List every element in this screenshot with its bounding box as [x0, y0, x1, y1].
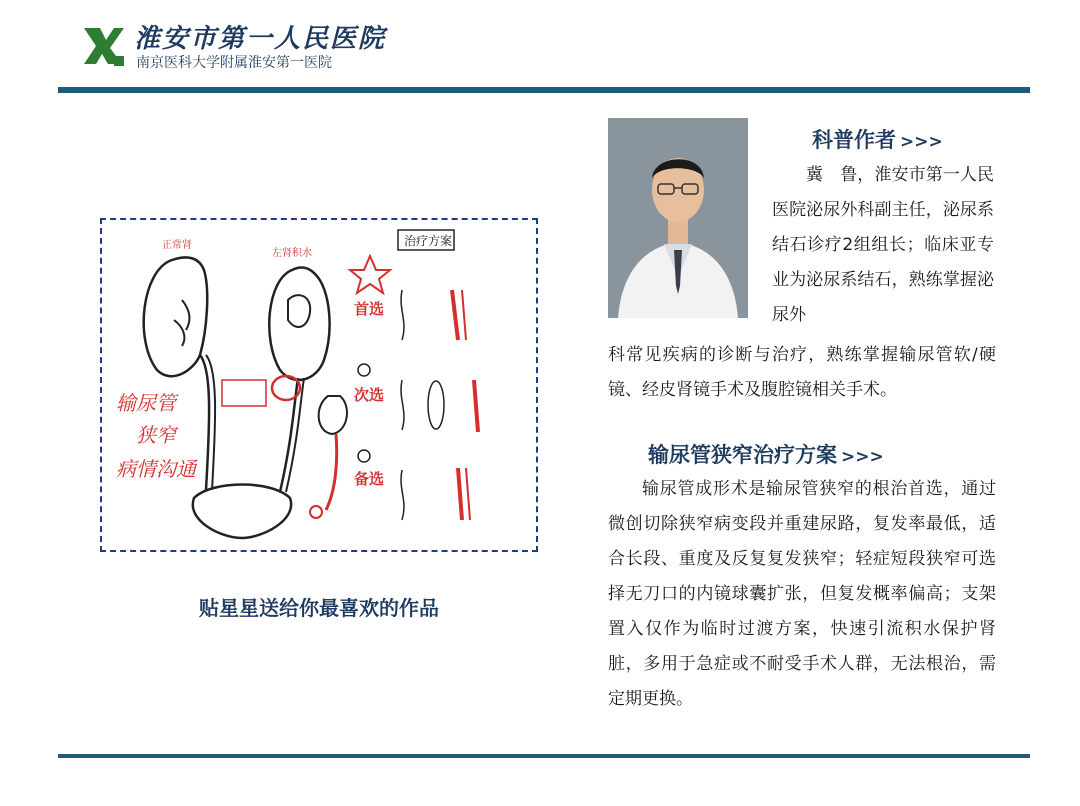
author-photo: [608, 118, 748, 318]
sketch-left-title-line3: 病情沟通: [116, 457, 196, 481]
hospital-name: 淮安市第一人民医院: [134, 24, 387, 54]
treatment-heading-text: 输尿管狭窄治疗方案: [648, 443, 837, 467]
sketch-label-third: 备选: [354, 470, 385, 488]
sketch-left-title-line2: 狭窄: [136, 423, 176, 447]
author-bio-part2: 科常见疾病的诊断与治疗，熟练掌握输尿管软/硬镜、经皮肾镜手术及腹腔镜相关手术。: [608, 345, 996, 400]
treatment-body: 输尿管成形术是输尿管狭窄的根治首选，通过微创切除狭窄病变段并重建尿路，复发率最低，适合长段、重度及反复复发狭窄；轻症短段狭窄可选择无刀口的内镜球囊扩张，但复发概率偏高；支架置入仅作为临时过渡方案，快速引流积水保护肾脏，多用于急症或不耐受手术人群，无法根治，需定期更换。: [608, 479, 996, 709]
sketch-caption: 贴星星送给你最喜欢的作品: [199, 596, 439, 620]
sketch-label-first: 首选: [354, 300, 385, 318]
header-divider: [58, 87, 1030, 93]
sketch-label-plan: 治疗方案: [404, 234, 453, 248]
hand-drawn-sketch-frame: [100, 218, 538, 552]
author-heading-arrows: >>>: [900, 132, 943, 152]
author-heading-text: 科普作者: [812, 128, 896, 152]
footer-divider: [58, 754, 1030, 758]
sketch-label-second: 次选: [354, 386, 385, 404]
treatment-heading-arrows: >>>: [841, 447, 884, 467]
treatment-heading: [648, 439, 884, 469]
author-heading: [812, 124, 943, 154]
sketch-label-hydro-kidney: 左肾积水: [272, 248, 312, 259]
hand-drawn-sketch: [102, 220, 536, 550]
hospital-logo: [78, 20, 128, 70]
hospital-subtitle: 南京医科大学附属淮安第一医院: [136, 55, 332, 71]
sketch-left-title-line1: 输尿管: [116, 391, 176, 415]
sketch-label-normal-kidney: 正常肾: [162, 240, 192, 251]
author-bio-part1: 冀 鲁，淮安市第一人民医院泌尿外科副主任，泌尿系结石诊疗2组组长；临床亚专业为泌尿系结石，熟练掌握泌尿外: [772, 165, 994, 325]
